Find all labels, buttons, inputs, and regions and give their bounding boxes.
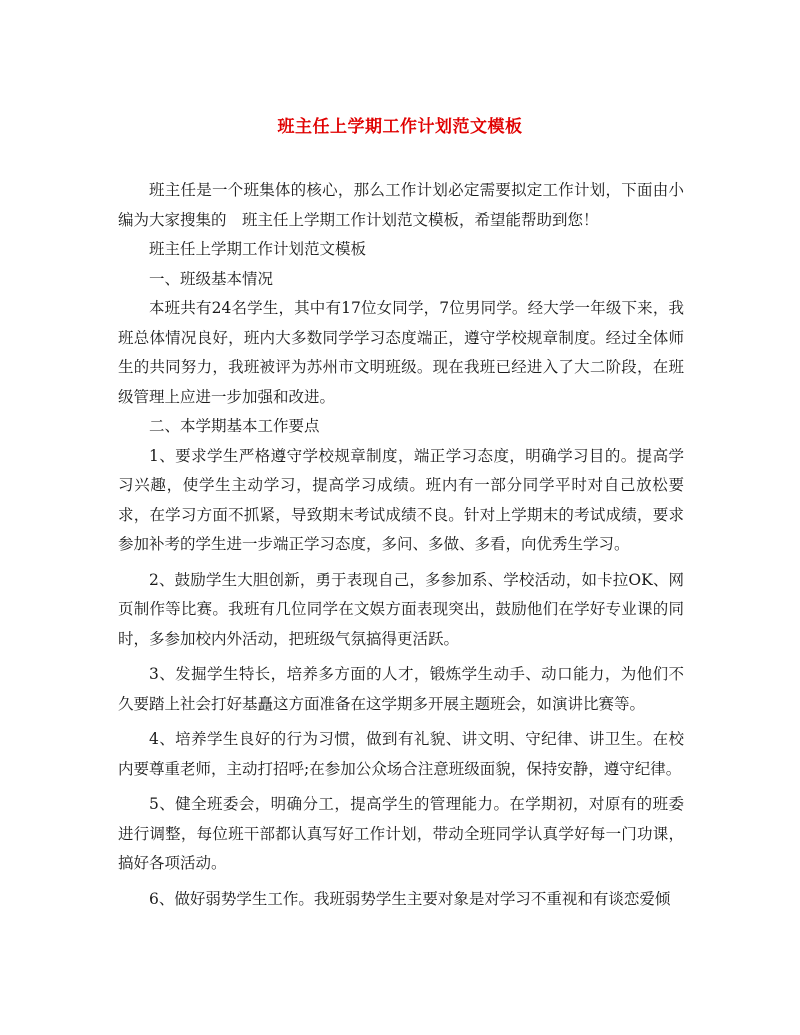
section-heading-2: 二、本学期基本工作要点 <box>149 417 320 435</box>
section-heading-1: 一、班级基本情况 <box>149 269 274 288</box>
document-body <box>118 176 684 914</box>
intro-paragraph: 班主任是一个班集体的核心，那么工作计划必定需要拟定工作计划，下面由小编为大家搜集的 班主任上学期工作计划范文模板，希望能帮助到您！ <box>118 181 684 229</box>
paragraph-point-6: 6、做好弱势学生工作。我班弱势学生主要对象是对学习不重视和有谈恋爱倾 <box>149 889 671 908</box>
paragraph-class-info: 本班共有24名学生，其中有17位女同学，7位男同学。经大学一年级下来，我班总体情况良好，班内大多数同学学习态度端正，遵守学校规章制度。经过全体师生的共同努力，我班被评为苏州市文明班级。现在我班已经进入了大二阶段，在班级管理上应进一步加强和改进。 <box>118 299 684 406</box>
document-title: 班主任上学期工作计划范文模板 <box>277 117 523 137</box>
paragraph-point-3: 3、发掘学生特长，培养多方面的人才，锻炼学生动手、动口能力，为他们不久要踏上社会打好基矗这方面准备在这学期多开展主题班会，如演讲比赛等。 <box>118 665 684 713</box>
subtitle-line: 班主任上学期工作计划范文模板 <box>149 240 367 258</box>
paragraph-point-4: 4、培养学生良好的行为习惯，做到有礼貌、讲文明、守纪律、讲卫生。在校内要尊重老师，主动打招呼;在参加公众场合注意班级面貌，保持安静，遵守纪律。 <box>118 730 684 778</box>
paragraph-point-2: 2、鼓励学生大胆创新，勇于表现自己，多参加系、学校活动，如卡拉OK、网页制作等比赛。我班有几位同学在文娱方面表现突出，鼓励他们在学好专业课的同时，多参加校内外活动，把班级气氛搞得更活跃。 <box>118 570 684 648</box>
paragraph-point-1: 1、要求学生严格遵守学校规章制度，端正学习态度，明确学习目的。提高学习兴趣，使学生主动学习，提高学习成绩。班内有一部分同学平时对自己放松要求，在学习方面不抓紧，导致期末考试成绩不良。针对上学期末的考试成绩，要求参加补考的学生进一步端正学习态度，多问、多做、多看，向优秀生学习。 <box>118 446 684 553</box>
paragraph-point-5: 5、健全班委会，明确分工，提高学生的管理能力。在学期初，对原有的班委进行调整，每位班干部都认真写好工作计划，带动全班同学认真学好每一门功课，搞好各项活动。 <box>118 795 684 872</box>
